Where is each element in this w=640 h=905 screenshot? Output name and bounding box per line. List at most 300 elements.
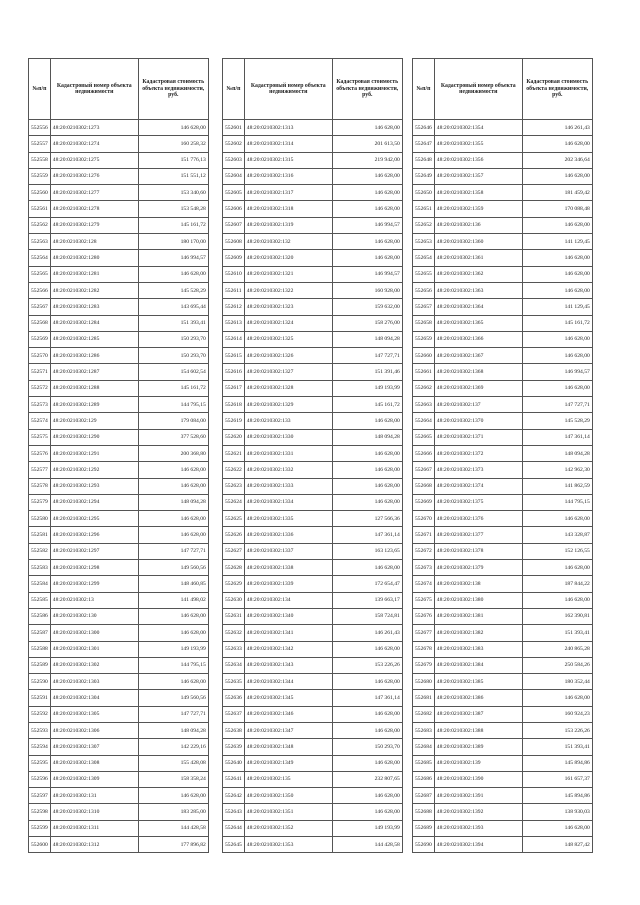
row-number: 552611	[223, 282, 245, 298]
header-value: Кадастровая стоимость объекта недвижимости, руб.	[332, 59, 402, 120]
row-number: 552638	[223, 722, 245, 738]
cadastral-number: 48:20:0210302:1368	[434, 364, 522, 380]
cadastral-value: 127 566,36	[332, 511, 402, 527]
cadastral-value: 148 094,28	[522, 445, 592, 461]
cadastral-value: 153 340,60	[138, 185, 208, 201]
table-row	[223, 397, 403, 413]
table-row	[413, 690, 593, 706]
row-number: 552640	[223, 755, 245, 771]
table-row	[223, 282, 403, 298]
cadastral-number: 48:20:0210302:1343	[244, 657, 332, 673]
cadastral-value: 146 261,43	[332, 625, 402, 641]
table-row	[413, 201, 593, 217]
row-number: 552583	[29, 560, 51, 576]
table-row	[29, 429, 209, 445]
cadastral-number: 48:20:0210302:1302	[50, 657, 138, 673]
cadastral-number: 48:20:0210302:1341	[244, 625, 332, 641]
table-row	[223, 266, 403, 282]
cadastral-value: 146 628,00	[138, 266, 208, 282]
cadastral-value: 146 628,00	[138, 788, 208, 804]
cadastral-value: 160 924,23	[522, 706, 592, 722]
row-number: 552684	[413, 739, 435, 755]
cadastral-value: 153 548,28	[138, 201, 208, 217]
table-row	[223, 478, 403, 494]
row-number: 552660	[413, 348, 435, 364]
cadastral-number: 48:20:0210302:137	[434, 397, 522, 413]
table-row	[413, 706, 593, 722]
row-number: 552587	[29, 625, 51, 641]
table-row	[223, 331, 403, 347]
cadastral-value: 146 628,00	[332, 641, 402, 657]
row-number: 552616	[223, 364, 245, 380]
cadastral-value: 200 368,80	[138, 445, 208, 461]
cadastral-number: 48:20:0210302:1379	[434, 560, 522, 576]
row-number: 552682	[413, 706, 435, 722]
table-row	[223, 560, 403, 576]
table-row	[413, 527, 593, 543]
row-number: 552686	[413, 771, 435, 787]
row-number: 552641	[223, 771, 245, 787]
cadastral-value: 145 161,72	[522, 315, 592, 331]
cadastral-value: 146 628,00	[138, 511, 208, 527]
cadastral-number: 48:20:0210302:1376	[434, 511, 522, 527]
cadastral-number: 48:20:0210302:1367	[434, 348, 522, 364]
row-number: 552574	[29, 413, 51, 429]
cadastral-value: 151 393,41	[522, 739, 592, 755]
cadastral-value: 146 628,00	[332, 494, 402, 510]
cadastral-number: 48:20:0210302:1299	[50, 576, 138, 592]
cadastral-number: 48:20:0210302:1357	[434, 168, 522, 184]
cadastral-value: 145 528,29	[138, 282, 208, 298]
cadastral-value: 158 724,81	[332, 608, 402, 624]
cadastral-number: 48:20:0210302:1389	[434, 739, 522, 755]
table-row	[223, 364, 403, 380]
cadastral-number: 48:20:0210302:1394	[434, 837, 522, 853]
cadastral-value: 377 528,60	[138, 429, 208, 445]
cadastral-value: 187 844,22	[522, 576, 592, 592]
row-number: 552643	[223, 804, 245, 820]
cadastral-number: 48:20:0210302:138	[434, 576, 522, 592]
cadastral-number: 48:20:0210302:1325	[244, 331, 332, 347]
cadastral-number: 48:20:0210302:135	[244, 771, 332, 787]
row-number: 552652	[413, 217, 435, 233]
cadastral-value: 146 628,00	[332, 560, 402, 576]
table-row	[413, 250, 593, 266]
table-row	[29, 413, 209, 429]
row-number: 552658	[413, 315, 435, 331]
table-row	[413, 234, 593, 250]
cadastral-number: 48:20:0210302:1362	[434, 266, 522, 282]
cadastral-value: 147 361,14	[522, 429, 592, 445]
row-number: 552669	[413, 494, 435, 510]
cadastral-value: 151 391,46	[332, 364, 402, 380]
cadastral-number: 48:20:0210302:1322	[244, 282, 332, 298]
table-row	[223, 788, 403, 804]
table-row	[413, 804, 593, 820]
cadastral-value: 180 170,00	[138, 234, 208, 250]
cadastral-value: 162 390,81	[522, 608, 592, 624]
table-row	[413, 331, 593, 347]
table-row	[29, 576, 209, 592]
row-number: 552561	[29, 201, 51, 217]
table-row	[413, 380, 593, 396]
row-number: 552569	[29, 331, 51, 347]
cadastral-number: 48:20:0210302:1319	[244, 217, 332, 233]
cadastral-value: 146 628,00	[522, 266, 592, 282]
cadastral-value: 146 994,57	[332, 217, 402, 233]
row-number: 552600	[29, 837, 51, 853]
table-row	[223, 755, 403, 771]
row-number: 552564	[29, 250, 51, 266]
cadastral-value: 148 094,28	[138, 494, 208, 510]
table-row	[29, 185, 209, 201]
cadastral-value: 146 628,00	[522, 331, 592, 347]
cadastral-number: 48:20:0210302:1305	[50, 706, 138, 722]
row-number: 552630	[223, 592, 245, 608]
registry-table-2	[222, 58, 403, 853]
cadastral-value: 183 285,00	[138, 804, 208, 820]
row-number: 552647	[413, 136, 435, 152]
cadastral-value: 161 657,37	[522, 771, 592, 787]
cadastral-value: 146 261,43	[522, 120, 592, 136]
header-value: Кадастровая стоимость объекта недвижимости, руб.	[522, 59, 592, 120]
cadastral-number: 48:20:0210302:1308	[50, 755, 138, 771]
cadastral-number: 48:20:0210302:1295	[50, 511, 138, 527]
cadastral-value: 146 628,00	[332, 722, 402, 738]
table-row	[223, 543, 403, 559]
table-row	[223, 674, 403, 690]
row-number: 552626	[223, 527, 245, 543]
table-row	[29, 168, 209, 184]
cadastral-number: 48:20:0210302:133	[244, 413, 332, 429]
table-row	[29, 234, 209, 250]
table-row	[223, 706, 403, 722]
table-row	[223, 625, 403, 641]
table-row	[223, 592, 403, 608]
table-row	[413, 185, 593, 201]
row-number: 552690	[413, 837, 435, 853]
table-row	[413, 641, 593, 657]
cadastral-number: 48:20:0210302:1346	[244, 706, 332, 722]
table-row	[29, 397, 209, 413]
cadastral-value: 145 528,29	[522, 413, 592, 429]
row-number: 552673	[413, 560, 435, 576]
cadastral-value: 146 628,00	[138, 674, 208, 690]
row-number: 552602	[223, 136, 245, 152]
table-row	[29, 527, 209, 543]
row-number: 552605	[223, 185, 245, 201]
cadastral-number: 48:20:0210302:1351	[244, 804, 332, 820]
cadastral-value: 146 628,00	[522, 282, 592, 298]
table-row	[413, 739, 593, 755]
cadastral-value: 143 328,87	[522, 527, 592, 543]
cadastral-number: 48:20:0210302:1303	[50, 674, 138, 690]
cadastral-value: 146 628,00	[332, 674, 402, 690]
cadastral-number: 48:20:0210302:1383	[434, 641, 522, 657]
row-number: 552655	[413, 266, 435, 282]
table-row	[29, 837, 209, 853]
row-number: 552556	[29, 120, 51, 136]
table-row	[223, 250, 403, 266]
cadastral-value: 146 628,00	[522, 168, 592, 184]
cadastral-number: 48:20:0210302:1298	[50, 560, 138, 576]
cadastral-value: 202 346,64	[522, 152, 592, 168]
cadastral-number: 48:20:0210302:1354	[434, 120, 522, 136]
cadastral-number: 48:20:0210302:1291	[50, 445, 138, 461]
table-row	[29, 331, 209, 347]
cadastral-value: 142 962,30	[522, 462, 592, 478]
cadastral-value: 160 258,32	[138, 136, 208, 152]
table-row	[29, 608, 209, 624]
table-row	[29, 364, 209, 380]
cadastral-value: 146 628,00	[522, 380, 592, 396]
row-number: 552665	[413, 429, 435, 445]
cadastral-number: 48:20:0210302:1284	[50, 315, 138, 331]
row-number: 552573	[29, 397, 51, 413]
table-row	[413, 560, 593, 576]
cadastral-value: 145 161,72	[138, 217, 208, 233]
row-number: 552622	[223, 462, 245, 478]
cadastral-value: 150 293,70	[138, 348, 208, 364]
cadastral-value: 146 628,00	[522, 217, 592, 233]
cadastral-number: 48:20:0210302:129	[50, 413, 138, 429]
table-row	[29, 152, 209, 168]
table-header-row	[413, 59, 593, 120]
table-row	[413, 120, 593, 136]
table-row	[29, 201, 209, 217]
table-row	[223, 804, 403, 820]
row-number: 552654	[413, 250, 435, 266]
table-row	[29, 445, 209, 461]
cadastral-value: 153 226,26	[332, 657, 402, 673]
table-row	[223, 348, 403, 364]
cadastral-value: 177 896,82	[138, 837, 208, 853]
cadastral-number: 48:20:0210302:1312	[50, 837, 138, 853]
table-row	[413, 299, 593, 315]
row-number: 552632	[223, 625, 245, 641]
table-row	[29, 771, 209, 787]
table-row	[223, 576, 403, 592]
cadastral-value: 149 193,99	[332, 820, 402, 836]
cadastral-value: 147 361,14	[332, 690, 402, 706]
row-number: 552627	[223, 543, 245, 559]
cadastral-number: 48:20:0210302:1358	[434, 185, 522, 201]
row-number: 552649	[413, 168, 435, 184]
cadastral-value: 179 084,00	[138, 413, 208, 429]
cadastral-number: 48:20:0210302:1377	[434, 527, 522, 543]
cadastral-value: 146 628,00	[522, 348, 592, 364]
cadastral-number: 48:20:0210302:1342	[244, 641, 332, 657]
cadastral-number: 48:20:0210302:1330	[244, 429, 332, 445]
row-number: 552581	[29, 527, 51, 543]
table-row	[223, 511, 403, 527]
cadastral-value: 144 428,58	[332, 837, 402, 853]
cadastral-value: 148 827,42	[522, 837, 592, 853]
cadastral-number: 48:20:0210302:1373	[434, 462, 522, 478]
cadastral-value: 151 393,41	[138, 315, 208, 331]
cadastral-number: 48:20:0210302:1355	[434, 136, 522, 152]
cadastral-value: 172 654,47	[332, 576, 402, 592]
table-row	[413, 348, 593, 364]
row-number: 552559	[29, 168, 51, 184]
cadastral-value: 145 894,86	[522, 788, 592, 804]
cadastral-number: 48:20:0210302:1340	[244, 608, 332, 624]
table-row	[223, 722, 403, 738]
cadastral-value: 146 628,00	[332, 234, 402, 250]
cadastral-number: 48:20:0210302:1315	[244, 152, 332, 168]
cadastral-value: 240 865,28	[522, 641, 592, 657]
cadastral-value: 141 129,45	[522, 299, 592, 315]
cadastral-number: 48:20:0210302:1279	[50, 217, 138, 233]
row-number: 552657	[413, 299, 435, 315]
row-number: 552619	[223, 413, 245, 429]
cadastral-number: 48:20:0210302:1313	[244, 120, 332, 136]
table-row	[413, 674, 593, 690]
row-number: 552568	[29, 315, 51, 331]
cadastral-value: 148 460,85	[138, 576, 208, 592]
row-number: 552617	[223, 380, 245, 396]
row-number: 552678	[413, 641, 435, 657]
cadastral-number: 48:20:0210302:1286	[50, 348, 138, 364]
cadastral-number: 48:20:0210302:1317	[244, 185, 332, 201]
cadastral-number: 48:20:0210302:1390	[434, 771, 522, 787]
table-row	[223, 462, 403, 478]
row-number: 552604	[223, 168, 245, 184]
row-number: 552668	[413, 478, 435, 494]
header-num: №п/п	[413, 59, 435, 120]
cadastral-value: 145 894,86	[522, 755, 592, 771]
table-row	[29, 674, 209, 690]
cadastral-number: 48:20:0210302:1364	[434, 299, 522, 315]
cadastral-number: 48:20:0210302:1380	[434, 592, 522, 608]
table-row	[413, 625, 593, 641]
cadastral-number: 48:20:0210302:139	[434, 755, 522, 771]
cadastral-number: 48:20:0210302:1336	[244, 527, 332, 543]
table-row	[223, 168, 403, 184]
table-row	[29, 722, 209, 738]
row-number: 552613	[223, 315, 245, 331]
table-row	[223, 641, 403, 657]
cadastral-number: 48:20:0210302:1349	[244, 755, 332, 771]
cadastral-number: 48:20:0210302:1337	[244, 543, 332, 559]
registry-table-1	[28, 58, 209, 853]
cadastral-number: 48:20:0210302:132	[244, 234, 332, 250]
table-row	[413, 266, 593, 282]
cadastral-value: 146 628,00	[138, 478, 208, 494]
cadastral-value: 147 361,14	[332, 527, 402, 543]
cadastral-value: 141 129,45	[522, 234, 592, 250]
row-number: 552571	[29, 364, 51, 380]
row-number: 552565	[29, 266, 51, 282]
table-row	[223, 494, 403, 510]
table-row	[223, 690, 403, 706]
cadastral-value: 138 930,03	[522, 804, 592, 820]
row-number: 552667	[413, 462, 435, 478]
cadastral-value: 160 928,00	[332, 282, 402, 298]
cadastral-number: 48:20:0210302:1273	[50, 120, 138, 136]
table-row	[413, 168, 593, 184]
cadastral-number: 48:20:0210302:1292	[50, 462, 138, 478]
table-row	[223, 820, 403, 836]
row-number: 552680	[413, 674, 435, 690]
row-number: 552633	[223, 641, 245, 657]
row-number: 552590	[29, 674, 51, 690]
cadastral-number: 48:20:0210302:1345	[244, 690, 332, 706]
row-number: 552636	[223, 690, 245, 706]
cadastral-value: 149 193,99	[332, 380, 402, 396]
table-row	[413, 217, 593, 233]
cadastral-value: 146 628,00	[522, 820, 592, 836]
cadastral-number: 48:20:0210302:1277	[50, 185, 138, 201]
row-number: 552599	[29, 820, 51, 836]
cadastral-value: 146 628,00	[332, 201, 402, 217]
cadastral-number: 48:20:0210302:1360	[434, 234, 522, 250]
table-row	[223, 380, 403, 396]
table-row	[413, 608, 593, 624]
row-number: 552656	[413, 282, 435, 298]
row-number: 552560	[29, 185, 51, 201]
table-row	[413, 820, 593, 836]
row-number: 552566	[29, 282, 51, 298]
cadastral-number: 48:20:0210302:1385	[434, 674, 522, 690]
row-number: 552612	[223, 299, 245, 315]
cadastral-number: 48:20:0210302:1304	[50, 690, 138, 706]
table-row	[29, 625, 209, 641]
table-row	[223, 413, 403, 429]
cadastral-value: 146 628,00	[138, 608, 208, 624]
cadastral-number: 48:20:0210302:1374	[434, 478, 522, 494]
row-number: 552635	[223, 674, 245, 690]
cadastral-value: 144 795,15	[138, 397, 208, 413]
row-number: 552578	[29, 478, 51, 494]
row-number: 552642	[223, 788, 245, 804]
cadastral-number: 48:20:0210302:1280	[50, 250, 138, 266]
table-row	[29, 560, 209, 576]
row-number: 552646	[413, 120, 435, 136]
cadastral-value: 232 807,65	[332, 771, 402, 787]
row-number: 552670	[413, 511, 435, 527]
cadastral-value: 149 560,56	[138, 690, 208, 706]
table-row	[29, 543, 209, 559]
table-row	[223, 299, 403, 315]
cadastral-number: 48:20:0210302:1323	[244, 299, 332, 315]
cadastral-value: 155 428,08	[138, 755, 208, 771]
table-row	[29, 266, 209, 282]
cadastral-number: 48:20:0210302:1294	[50, 494, 138, 510]
cadastral-value: 147 727,71	[332, 348, 402, 364]
cadastral-value: 146 628,00	[522, 560, 592, 576]
cadastral-value: 146 628,00	[332, 413, 402, 429]
row-number: 552606	[223, 201, 245, 217]
cadastral-number: 48:20:0210302:13	[50, 592, 138, 608]
row-number: 552596	[29, 771, 51, 787]
row-number: 552679	[413, 657, 435, 673]
table-row	[223, 739, 403, 755]
cadastral-value: 144 795,15	[138, 657, 208, 673]
cadastral-number: 48:20:0210302:1276	[50, 168, 138, 184]
cadastral-value: 146 628,00	[332, 462, 402, 478]
table-row	[29, 494, 209, 510]
cadastral-number: 48:20:0210302:1301	[50, 641, 138, 657]
table-header-row	[223, 59, 403, 120]
table-row	[29, 641, 209, 657]
cadastral-value: 144 795,15	[522, 494, 592, 510]
cadastral-value: 147 727,71	[138, 543, 208, 559]
row-number: 552614	[223, 331, 245, 347]
table-row	[29, 755, 209, 771]
cadastral-value: 163 123,65	[332, 543, 402, 559]
table-row	[223, 608, 403, 624]
